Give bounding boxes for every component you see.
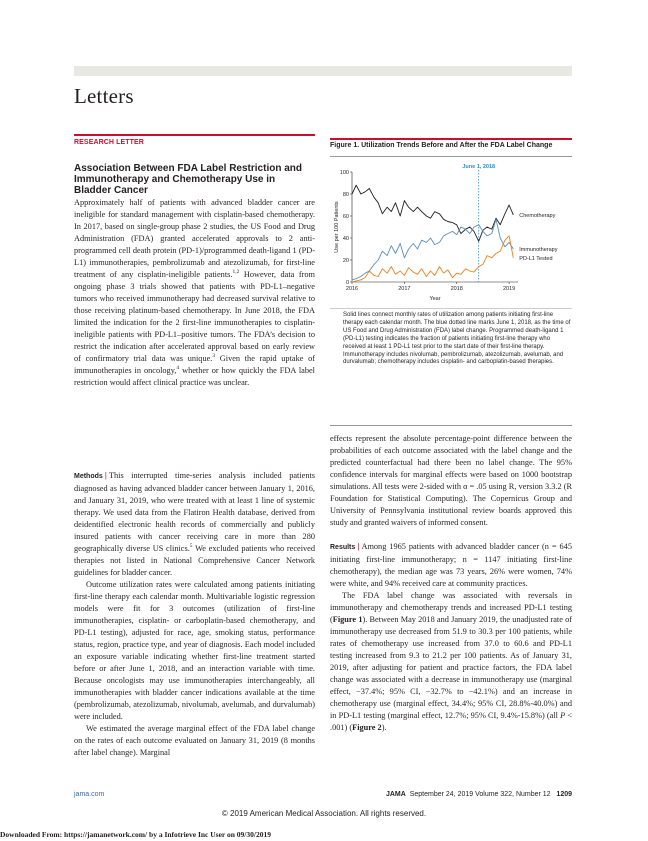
left-column-rule xyxy=(74,134,315,136)
article-headline: Association Between FDA Label Restriction and Immunotherapy and Chemotherapy Use in Bladder Cancer xyxy=(74,163,303,196)
figure-top-rule xyxy=(330,138,572,140)
header-band xyxy=(74,66,572,76)
utilization-chart xyxy=(330,158,572,308)
y-tick-label: 20 xyxy=(342,258,349,264)
methods-paragraph-3: We estimated the average marginal effect of the FDA label change on the rates of each outcome evaluated on January 31, 2019 (8 months after label change). Marginal xyxy=(74,724,315,757)
x-tick-label: 2016 xyxy=(345,286,359,292)
methods-continued: effects represent the absolute percentage-point difference between the probabilities of each outcome associated with the label change and the predicted counterfactual had there been no label change. The 95% confidence intervals for marginal effects were based on 1000 bootstrap simulations. All tests were 2-sided with α = .05 using R, version 3.3.2 (R Foundation for Statistical Computing). The Copernicus Group and University of Pennsylvania institutional review boards approved this study and granted waivers of informed consent. xyxy=(330,434,572,527)
caption-top-rule xyxy=(330,308,572,309)
x-tick-label: 2019 xyxy=(502,286,516,292)
y-tick-label: 40 xyxy=(342,236,349,242)
y-axis-label: Use per 100 Patients xyxy=(334,201,340,253)
y-tick-label: 60 xyxy=(342,214,349,220)
y-tick-label: 100 xyxy=(339,170,349,176)
article-kicker: RESEARCH LETTER xyxy=(74,139,144,146)
methods-paragraph-1: Methods | This interrupted time-series analysis included patients diagnosed as having advanced bladder cancer between January 1, 2016, and January 31, 2019, who were treated with at least 1 line of systemic therapy. We used data from the Flatiron Health database, derived from deidentified electronic health records of commercially and publicly insured patients with cancer receiving care in more than 280 geographically diverse US clinics.$^5$ We excluded patients who received therapies not listed in National Comprehensive Cancer Network guidelines for bladder cancer. xyxy=(74,470,315,577)
figure-1-link: Figure 1 xyxy=(332,615,363,624)
footer-citation: JAMA September 24, 2019 Volume 322, Number 12 1209 xyxy=(385,791,572,798)
results-paragraph-2: The FDA label change was associated with reversals in immunotherapy and chemotherapy trends and increased PD-L1 testing (Figure 1). Between May 2018 and January 2019, the unadjusted rate of immunotherapy use decreased from 51.9 to 30.3 per 100 patients, while rates of chemotherapy use increased from 37.0 to 60.6 and PD-L1 testing increased from 9.3 to 21.2 per 100 patients. As of January 31, 2019, after adjusting for patient and practice factors, the FDA label change was associated with a decrease in immunotherapy use (marginal effect, −37.4%; 95% CI, −32.7% to −42.1%) and an increase in chemotherapy use (marginal effect, 34.4%; 95% CI, 28.8%-40.0%) and in PD-L1 testing (marginal effect, 12.7%; 95% CI, 9.4%-15.8%) (all P < .001) (Figure 2). xyxy=(330,591,572,732)
figure-title-rule xyxy=(330,156,572,157)
figure-caption: Solid lines connect monthly rates of utilization among patients initiating first-line therapy each calendar month. The blue dotted line marks June 1, 2018, as the time of US Food and Drug Administration (FDA) label change. Programmed death-ligand 1 (PD-L1) testing indicates the fraction of patients initiating first-line therapy who received at least 1 PD-L1 test prior to the start date of their first-line therapy. Immunotherapy includes nivolumab, pembrolizumab, atezolizumab, avelumab, and durvalumab; chemotherapy includes cisplatin- and carboplatin-based therapies. xyxy=(343,312,571,366)
chemotherapy-series-label: Chemotherapy xyxy=(519,212,556,219)
pdl1-line xyxy=(352,236,513,282)
y-tick-label: 0 xyxy=(345,280,349,286)
figure-2-link: Figure 2 xyxy=(352,723,382,732)
immunotherapy-series-label: Immunotherapy xyxy=(519,247,558,253)
results-section xyxy=(330,540,572,734)
intro-paragraph: Approximately half of patients with advanced bladder cancer are ineligible for standard management with cisplatin-based chemotherapy. In 2017, based on single-group phase 2 studies, the US Food and Drug Administration (FDA) granted accelerated approvals to 2 anti-programmed cell death protein (PD-1)/programmed death-ligand 1 (PD-L1) immunotherapies, pembrolizumab and atezolizumab, for first-line treatment of any cisplatin-ineligible patients.$^{1,2}$ However, data from ongoing phase 3 trials showed that patients with PD-L1–negative tumors who received immunotherapy had decreased survival relative to those receiving platinum-based chemotherapy. In June 2018, the FDA limited the indication for the 2 first-line immunotherapies to cisplatin-ineligible patients with PD-L1–positive tumors. The FDA’s decision to restrict the indication after accelerated approval based on early review of confirmatory trial data was unique.$^3$ Given the rapid uptake of immunotherapies in oncology,$^4$ whether or how quickly the FDA label restriction would affect clinical practice was unclear. xyxy=(74,198,315,387)
pdl1-series-label: PD-L1 Tested xyxy=(519,255,553,262)
chemotherapy-line xyxy=(352,185,513,241)
x-tick-label: 2017 xyxy=(398,286,411,292)
download-notice: Downloaded From: https://jamanetwork.com/ by a Infotrieve Inc User on 09/30/2019 xyxy=(0,830,271,839)
june-2018-label: June 1, 2018 xyxy=(462,164,496,170)
results-heading: Results xyxy=(330,544,356,551)
chart-series xyxy=(352,185,513,282)
copyright-notice: © 2019 American Medical Association. All rights reserved. xyxy=(221,809,427,818)
figure-bottom-rule xyxy=(330,425,572,426)
footer-site-link[interactable]: jama.com xyxy=(74,791,105,798)
results-paragraph-1: Results | Among 1965 patients with advanced bladder cancer (n = 645 initiating first-line immunotherapy; n = 1147 initiating first-line chemotherapy), the median age was 73 years, 26% were women, 74% were white, and 94% received care at community practices. xyxy=(330,541,572,588)
y-tick-label: 80 xyxy=(342,192,349,198)
x-tick-label: 2018 xyxy=(450,286,463,292)
figure-title: Figure 1. Utilization Trends Before and After the FDA Label Change xyxy=(330,142,553,149)
x-axis-label: Year xyxy=(429,296,441,302)
section-title: Letters xyxy=(74,84,134,108)
methods-heading: Methods xyxy=(74,473,103,480)
methods-section xyxy=(74,469,315,759)
methods-paragraph-2: Outcome utilization rates were calculated among patients initiating first-line therapy each calendar month. Multivariable logistic regression models were fit for 3 outcomes (utilization of first-line immunotherapies, cisplatin- or carboplatin-based chemotherapy, and PD-L1 testing), adjusted for race, age, smoking status, performance status, region, practice type, and year of diagnosis. Each model included an exposure variable indicating whether first-line treatment started before or after June 1, 2018, and an interaction variable with time. Because oncologists may use immunotherapies interchangeably, all immunotherapies with bladder cancer indications available at the time (pembrolizumab, atezolizumab, nivolumab, avelumab, and durvalumab) were included. xyxy=(74,580,315,721)
chart-labels xyxy=(334,164,558,302)
